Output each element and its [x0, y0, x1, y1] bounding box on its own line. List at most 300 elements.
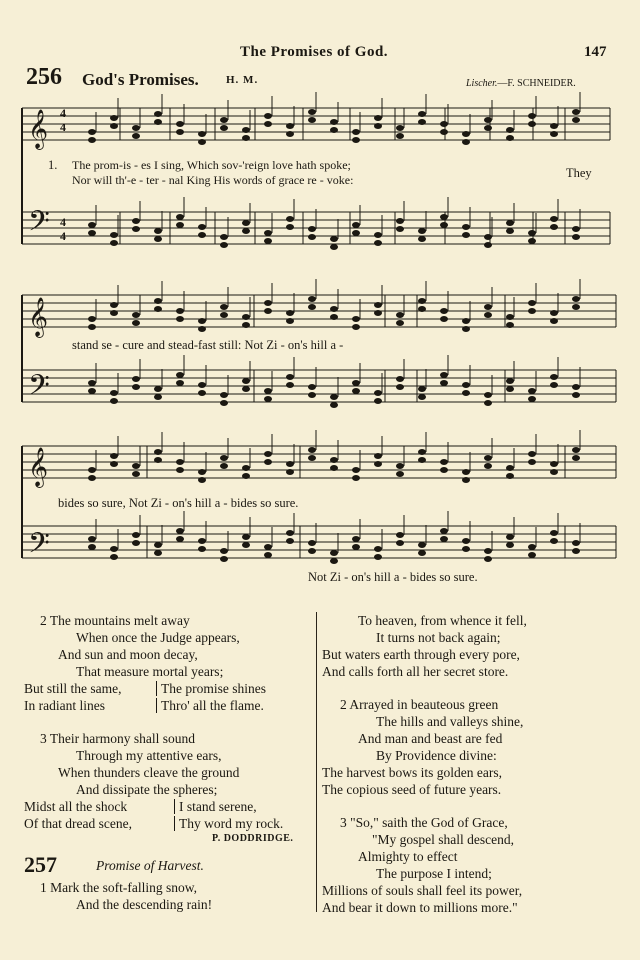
notehead [528, 300, 536, 306]
notehead [88, 324, 96, 330]
notehead [286, 374, 294, 380]
notehead [396, 384, 404, 390]
notehead [528, 121, 536, 127]
notehead [176, 528, 184, 534]
notehead [330, 306, 338, 312]
notehead [550, 461, 558, 467]
notehead [572, 447, 580, 453]
notehead [396, 463, 404, 469]
hymn-256-title: God's Promises. [82, 70, 199, 89]
notehead [132, 125, 140, 131]
tune-name: Lischer. [466, 78, 498, 89]
notehead [264, 308, 272, 314]
notehead [176, 222, 184, 228]
notehead [154, 111, 162, 117]
notehead [198, 546, 206, 552]
notehead [220, 463, 228, 469]
notehead [132, 312, 140, 318]
notehead [132, 471, 140, 477]
notehead [440, 308, 448, 314]
notehead [88, 544, 96, 550]
notehead [330, 465, 338, 471]
notehead [88, 222, 96, 228]
notehead [220, 125, 228, 131]
notehead [242, 135, 250, 141]
notehead [330, 314, 338, 320]
lyric-line-3: stand se - cure and stead-fast still: Not Zi - on's hill a - [72, 338, 344, 352]
notehead [396, 125, 404, 131]
notehead [528, 308, 536, 314]
notehead [528, 396, 536, 402]
lyric-line-4: bides so sure, Not Zi - on's hill a - bides so sure. [58, 496, 299, 510]
notehead [506, 220, 514, 226]
notehead [198, 131, 206, 137]
notehead [374, 240, 382, 246]
notehead [440, 372, 448, 378]
notehead [418, 236, 426, 242]
notehead [374, 546, 382, 552]
notehead [374, 123, 382, 129]
notehead [352, 467, 360, 473]
notehead [242, 378, 250, 384]
notehead [418, 386, 426, 392]
lyric-pickup: They [566, 166, 592, 180]
notehead [462, 469, 470, 475]
notehead [484, 234, 492, 240]
notehead [418, 306, 426, 312]
notehead [198, 390, 206, 396]
notehead [154, 298, 162, 304]
stanza-line: The harvest bows its golden ears, [322, 765, 502, 780]
notehead [330, 119, 338, 125]
notehead [396, 471, 404, 477]
notehead [330, 550, 338, 556]
notehead [242, 465, 250, 471]
notehead [132, 384, 140, 390]
bass-clef-icon: 𝄢 [28, 529, 50, 566]
notehead [264, 459, 272, 465]
notehead [132, 320, 140, 326]
notehead [572, 234, 580, 240]
notehead [330, 558, 338, 564]
right-column [322, 612, 622, 916]
hymn-author: P. DODDRIDGE. [212, 833, 294, 844]
notehead [374, 115, 382, 121]
notehead [418, 298, 426, 304]
notehead [286, 131, 294, 137]
time-sig-bottom: 4 [60, 120, 66, 134]
split-line [24, 680, 314, 697]
notehead [572, 226, 580, 232]
notehead [198, 232, 206, 238]
notehead [550, 469, 558, 475]
notehead [352, 222, 360, 228]
notehead [550, 374, 558, 380]
notehead [440, 222, 448, 228]
notehead [286, 310, 294, 316]
notehead [154, 542, 162, 548]
notehead [506, 127, 514, 133]
stanza-line: Through my attentive ears, [76, 748, 222, 763]
notehead [220, 556, 228, 562]
notehead [176, 316, 184, 322]
hymn-257-title: Promise of Harvest. [96, 858, 204, 873]
notehead [462, 538, 470, 544]
stanza-line: 2 Arrayed in beauteous green [340, 697, 499, 712]
notehead [550, 123, 558, 129]
stanza-line: To heaven, from whence it fell, [358, 613, 527, 628]
treble-clef-icon: 𝄞 [28, 111, 49, 148]
notehead [220, 400, 228, 406]
notehead [528, 113, 536, 119]
hymn-257-stanza [24, 879, 212, 913]
notehead [198, 318, 206, 324]
notehead [176, 308, 184, 314]
notehead [308, 296, 316, 302]
column-divider [316, 612, 317, 912]
notehead [198, 538, 206, 544]
notehead [418, 394, 426, 400]
notehead [198, 326, 206, 332]
notehead [484, 117, 492, 123]
notehead [330, 236, 338, 242]
notehead [88, 137, 96, 143]
bass-clef-icon: 𝄢 [28, 207, 50, 244]
notehead [286, 538, 294, 544]
notehead [506, 465, 514, 471]
stanza-line: And sun and moon decay, [58, 647, 198, 662]
notehead [550, 131, 558, 137]
left-column [24, 612, 314, 844]
notehead [176, 467, 184, 473]
notehead [264, 238, 272, 244]
stanza-line: 3 Their harmony shall sound [40, 731, 195, 746]
notehead [550, 216, 558, 222]
notehead [242, 534, 250, 540]
notehead [198, 224, 206, 230]
notehead [242, 322, 250, 328]
notehead [484, 400, 492, 406]
notehead [88, 129, 96, 135]
notehead [220, 548, 228, 554]
notehead [176, 121, 184, 127]
notehead [220, 242, 228, 248]
notehead [352, 230, 360, 236]
notehead [286, 224, 294, 230]
stanza-line: But waters earth through every pore, [322, 647, 520, 662]
notehead [484, 392, 492, 398]
notehead [418, 542, 426, 548]
notehead [242, 386, 250, 392]
stanza-line: It turns not back again; [376, 630, 501, 645]
notehead [220, 304, 228, 310]
split-right: The promise shines [156, 681, 266, 696]
notehead [110, 302, 118, 308]
notehead [484, 304, 492, 310]
notehead [110, 398, 118, 404]
notehead [308, 540, 316, 546]
treble-clef-icon: 𝄞 [28, 299, 49, 336]
notehead [572, 304, 580, 310]
notehead [110, 546, 118, 552]
notehead [572, 392, 580, 398]
composer-name: —F. SCHNEIDER. [497, 78, 576, 89]
lyric-line-5: Not Zi - on's hill a - bides so sure. [308, 570, 478, 584]
notehead [154, 550, 162, 556]
notehead [396, 312, 404, 318]
stanza-line: And dissipate the spheres; [76, 782, 218, 797]
notehead [308, 226, 316, 232]
stanza-line: And man and beast are fed [358, 731, 503, 746]
notehead [110, 453, 118, 459]
notehead [154, 236, 162, 242]
notehead [154, 394, 162, 400]
notehead [264, 544, 272, 550]
notehead [242, 228, 250, 234]
stanza-line: That measure mortal years; [76, 664, 224, 679]
notehead [88, 475, 96, 481]
notehead [396, 376, 404, 382]
notehead [462, 382, 470, 388]
bass-clef-icon: 𝄢 [28, 371, 50, 408]
notehead [374, 310, 382, 316]
notehead [374, 453, 382, 459]
split-line [24, 697, 314, 714]
notehead [484, 556, 492, 562]
stanza-line: And the descending rain! [76, 897, 213, 912]
notehead [132, 133, 140, 139]
notehead [132, 376, 140, 382]
notehead [352, 536, 360, 542]
notehead [198, 139, 206, 145]
notehead [528, 238, 536, 244]
notehead [220, 234, 228, 240]
notehead [220, 455, 228, 461]
notehead [528, 230, 536, 236]
notehead [308, 117, 316, 123]
stanza-line: Millions of souls shall feel its power, [322, 883, 523, 898]
notehead [198, 477, 206, 483]
notehead [220, 117, 228, 123]
notehead [506, 314, 514, 320]
notehead [462, 139, 470, 145]
notehead [418, 449, 426, 455]
notehead [88, 388, 96, 394]
notehead [308, 234, 316, 240]
stanza-line: 2 The mountains melt away [40, 613, 190, 628]
notehead [154, 386, 162, 392]
stanza-line: The purpose I intend; [376, 866, 492, 881]
notehead [528, 552, 536, 558]
notehead [374, 390, 382, 396]
notehead [132, 226, 140, 232]
notehead [176, 536, 184, 542]
time-signatures [60, 106, 66, 243]
time-sig-top: 4 [60, 215, 66, 229]
notehead [110, 240, 118, 246]
stanza-line: Almighty to effect [358, 849, 458, 864]
notehead [506, 534, 514, 540]
notehead [154, 306, 162, 312]
notehead [462, 224, 470, 230]
notehead [286, 123, 294, 129]
notehead [418, 550, 426, 556]
notehead [374, 398, 382, 404]
notehead [352, 388, 360, 394]
notehead [352, 544, 360, 550]
stanza-line: 1 Mark the soft-falling snow, [40, 880, 197, 895]
notehead [396, 540, 404, 546]
notehead [352, 129, 360, 135]
notehead [88, 467, 96, 473]
notehead [462, 477, 470, 483]
notehead [286, 382, 294, 388]
notehead [110, 554, 118, 560]
notehead [484, 312, 492, 318]
stanza-line: When thunders cleave the ground [58, 765, 240, 780]
notehead [264, 396, 272, 402]
notehead [242, 314, 250, 320]
split-left: Of that dread scene, [24, 816, 132, 831]
split-left: Midst all the shock [24, 799, 128, 814]
notehead [242, 127, 250, 133]
notehead [440, 467, 448, 473]
notehead [88, 536, 96, 542]
notehead [176, 380, 184, 386]
notehead [110, 461, 118, 467]
notehead [242, 542, 250, 548]
notehead [110, 232, 118, 238]
notehead [110, 310, 118, 316]
notehead [352, 316, 360, 322]
notehead [572, 384, 580, 390]
notehead [88, 230, 96, 236]
notehead [352, 475, 360, 481]
notehead [132, 540, 140, 546]
notehead [308, 455, 316, 461]
notehead [132, 218, 140, 224]
notehead [330, 244, 338, 250]
hymn-257-number: 257 [24, 852, 57, 877]
stanza-line: The copious seed of future years. [322, 782, 502, 797]
notehead [550, 318, 558, 324]
notehead [154, 449, 162, 455]
clefs [28, 110, 50, 566]
notehead [264, 230, 272, 236]
notehead [374, 461, 382, 467]
notehead [198, 469, 206, 475]
split-line [24, 815, 314, 832]
notehead [440, 316, 448, 322]
notehead [110, 115, 118, 121]
notehead [176, 214, 184, 220]
notehead [330, 394, 338, 400]
notehead [374, 554, 382, 560]
notehead [176, 129, 184, 135]
stanza-line: 3 "So," saith the God of Grace, [340, 815, 508, 830]
notehead [440, 459, 448, 465]
notehead [220, 392, 228, 398]
notehead [572, 109, 580, 115]
notehead [88, 380, 96, 386]
notehead [396, 532, 404, 538]
notehead [330, 127, 338, 133]
notehead [462, 546, 470, 552]
notehead [176, 372, 184, 378]
stanza-line: And calls forth all her secret store. [322, 664, 509, 679]
notehead [286, 469, 294, 475]
notehead [440, 214, 448, 220]
notehead [572, 540, 580, 546]
notehead [484, 242, 492, 248]
notehead [264, 113, 272, 119]
page-number: 147 [584, 44, 607, 60]
notehead [506, 473, 514, 479]
notehead [484, 463, 492, 469]
hymn-256-number: 256 [26, 64, 62, 90]
stanza-line: "My gospel shall descend, [372, 832, 514, 847]
notehead [528, 544, 536, 550]
notehead [264, 552, 272, 558]
notehead [154, 119, 162, 125]
notehead [550, 382, 558, 388]
notehead [462, 232, 470, 238]
notehead [528, 388, 536, 394]
notehead [374, 302, 382, 308]
notehead [418, 457, 426, 463]
notehead [154, 457, 162, 463]
notehead [572, 117, 580, 123]
notehead [484, 455, 492, 461]
notehead [264, 451, 272, 457]
notehead [418, 228, 426, 234]
notehead [352, 137, 360, 143]
time-sig-bottom: 4 [60, 229, 66, 243]
notehead [308, 392, 316, 398]
stanza-line: The hills and valleys shine, [376, 714, 524, 729]
notehead [330, 402, 338, 408]
notehead [440, 129, 448, 135]
notehead [132, 463, 140, 469]
notehead [308, 384, 316, 390]
notehead [352, 324, 360, 330]
notehead [220, 312, 228, 318]
notehead [176, 459, 184, 465]
notehead [506, 135, 514, 141]
notehead [308, 548, 316, 554]
notehead [286, 216, 294, 222]
notehead [396, 226, 404, 232]
notehead [110, 390, 118, 396]
split-right: I stand serene, [174, 799, 257, 814]
notehead [330, 457, 338, 463]
stanza-line: And bear it down to millions more." [322, 900, 518, 915]
notehead [528, 459, 536, 465]
notehead [440, 536, 448, 542]
notehead [396, 218, 404, 224]
stanza-line: When once the Judge appears, [76, 630, 240, 645]
notehead [462, 131, 470, 137]
notehead [506, 542, 514, 548]
notehead [418, 119, 426, 125]
notehead [198, 382, 206, 388]
notehead [440, 528, 448, 534]
notehead [550, 530, 558, 536]
split-right: Thy word my rock. [174, 816, 283, 831]
notehead [484, 125, 492, 131]
notehead [484, 548, 492, 554]
notehead [418, 111, 426, 117]
